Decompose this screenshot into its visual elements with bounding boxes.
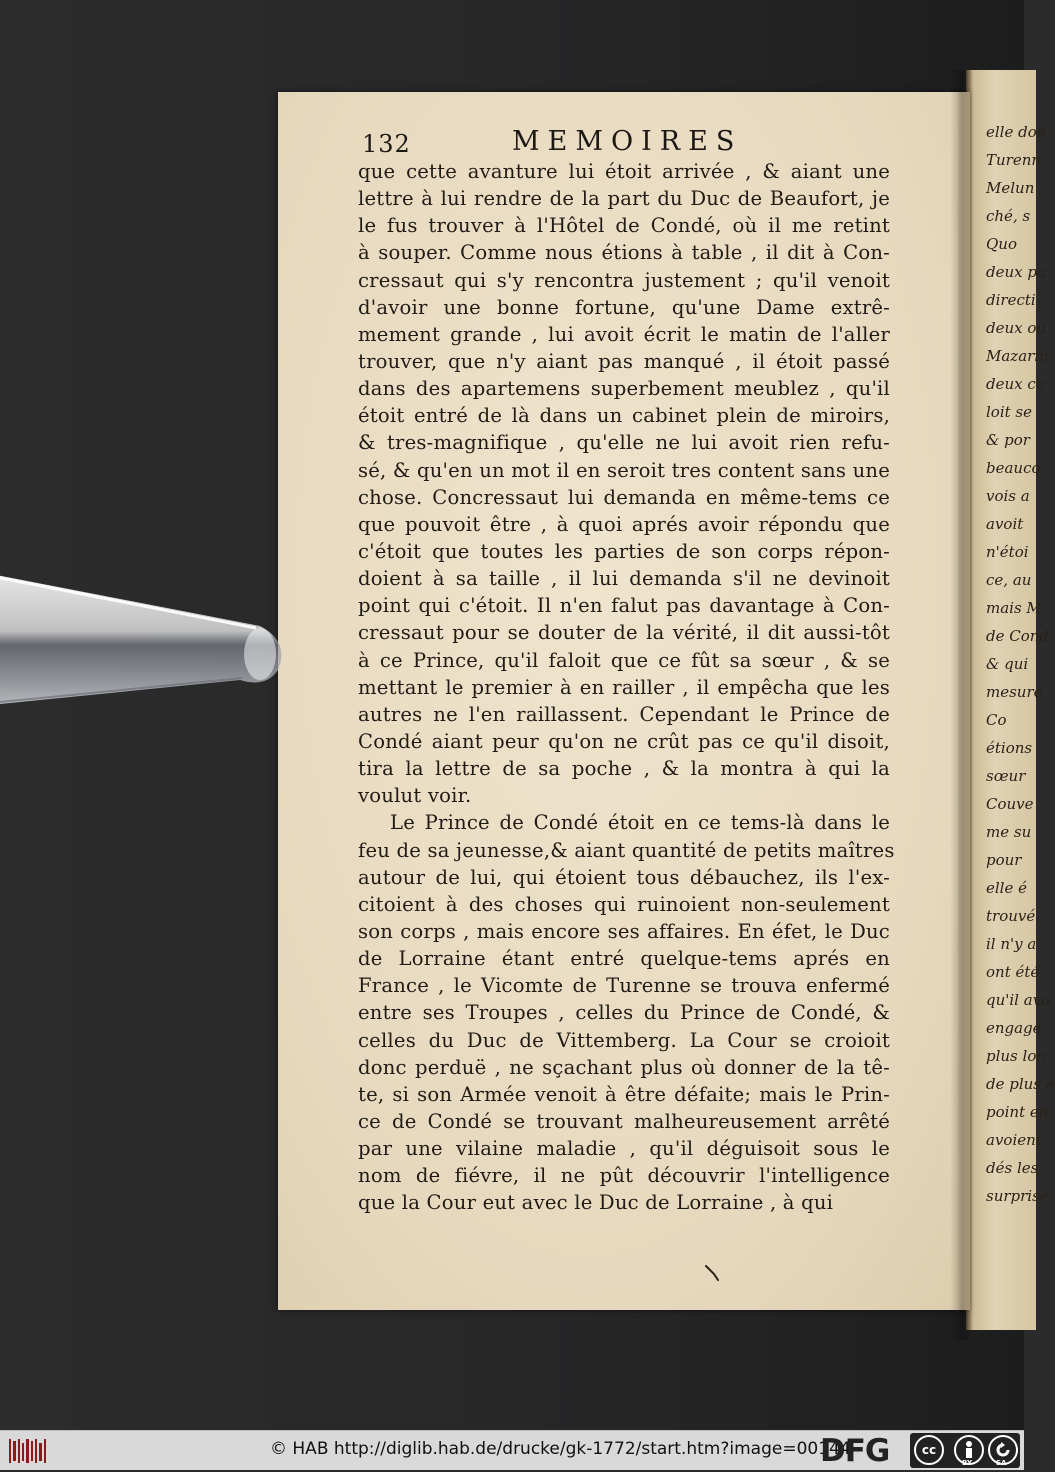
license-sa-label: SA: [996, 1459, 1007, 1467]
text-line: entre ses Troupes , celles du Prince de Condé, &: [358, 1001, 890, 1025]
source-link[interactable]: © HAB http://diglib.hab.de/drucke/gk-1772/start.htm?image=00144: [270, 1439, 851, 1459]
body-text: [358, 158, 895, 1216]
facing-page-line: trouvé: [986, 907, 1036, 925]
facing-page-line: avoit: [986, 515, 1024, 533]
facing-page-line: étions: [986, 739, 1033, 757]
facing-page-line: loit se: [986, 403, 1032, 421]
text-line: donc perduë , ne sçachant plus où donner de la tê-: [358, 1055, 890, 1079]
text-line: que cette avanture lui étoit arrivée , & aiant une: [358, 160, 890, 183]
ink-mark-icon: [704, 1264, 720, 1282]
text-line: mettant le premier à en railler , il empêcha que les: [358, 675, 890, 699]
text-line: trouver, que n'y aiant pas manqué , il étoit passé: [358, 349, 890, 373]
facing-page-line: Co: [986, 711, 1007, 729]
dfg-logo: DFG: [820, 1433, 890, 1469]
text-line: Le Prince de Condé étoit en ce tems-là dans le: [390, 811, 890, 835]
facing-page-line: deux ou: [986, 319, 1047, 337]
text-line: nom de fiévre, il ne pût découvrir l'intelligence: [358, 1164, 890, 1188]
facing-page-line: il n'y a: [986, 935, 1037, 953]
text-line: le fus trouver à l'Hôtel de Condé, où il me retint: [358, 214, 890, 238]
facing-page-line: Mazarin: [986, 347, 1049, 365]
facing-page-line: Couve: [986, 795, 1034, 813]
facing-page-line: ché, s: [986, 207, 1031, 225]
text-line: & tres-magnifique , qu'elle ne lui avoit rien refu-: [358, 431, 890, 455]
text-line: tira la lettre de sa poche , & la montra à qui la: [358, 757, 890, 781]
text-line: étoit entré de là dans un cabinet plein de miroirs,: [358, 404, 890, 428]
text-line: autour de lui, qui étoient tous débauchez, ils l'ex-: [358, 865, 890, 889]
facing-page-line: mesure: [986, 683, 1043, 701]
facing-page-line: & por: [986, 431, 1030, 449]
footer-bar: [0, 1430, 1024, 1470]
text-line: te, si son Armée venoit à être défaite; mais le Prin-: [358, 1082, 890, 1106]
text-line: d'avoir une bonne fortune, qu'une Dame extrê-: [358, 295, 890, 319]
facing-page-line: elle é: [986, 879, 1027, 897]
text-line: cressaut pour se douter de la vérité, il dit aussi-tôt: [358, 621, 890, 645]
text-line: France , le Vicomte de Turenne se trouva enfermé: [358, 974, 890, 998]
text-line: doient à sa taille , il lui demanda s'il ne devinoit: [358, 567, 890, 591]
facing-page-line: surprise: [986, 1187, 1049, 1205]
facing-page-line: deux pa: [986, 263, 1046, 281]
facing-page-line: Turenn: [986, 151, 1042, 169]
facing-page-line: vois a: [986, 487, 1030, 505]
text-line: sé, & qu'en un mot il en seroit tres content sans une: [358, 458, 890, 482]
license-by-label: BY: [962, 1459, 973, 1467]
facing-page-line: ont été: [986, 963, 1040, 981]
facing-page-line: ce, au: [986, 571, 1032, 589]
page-number: 132: [362, 130, 411, 158]
facing-page-line: beauco: [986, 459, 1041, 477]
facing-page-line: sœur: [986, 767, 1026, 785]
facing-page-line: de Cond: [986, 627, 1050, 645]
facing-page-line: pour: [986, 851, 1022, 869]
text-line: ce de Condé se trouvant malheureusement arrêté: [358, 1109, 890, 1133]
facing-page-line: Quo: [986, 235, 1017, 253]
running-head: [362, 126, 892, 162]
text-line: c'étoit que toutes les parties de son corps répon-: [358, 539, 890, 563]
facing-page-text: [986, 118, 1055, 1210]
text-line: cressaut qui s'y rencontra justement ; qu'il venoit: [358, 268, 890, 292]
text-line: autres ne l'en raillassent. Cependant le Prince de: [358, 702, 890, 726]
cc-icon: cc: [914, 1435, 944, 1465]
text-line: que pouvoit être , à quoi aprés avoir répondu que: [358, 512, 890, 536]
facing-page-line: & qui: [986, 655, 1029, 673]
facing-page-line: point en: [986, 1103, 1049, 1121]
text-line: lettre à lui rendre de la part du Duc de Beaufort, je: [358, 187, 890, 211]
text-line: dans des apartemens superbement meublez , qu'il: [358, 377, 890, 401]
facing-page-line: avoient: [986, 1131, 1042, 1149]
text-line: de Lorraine étant entré quelque-tems aprés en: [358, 947, 890, 971]
text-line: à ce Prince, qu'il faloit que ce fût sa sœur , & se: [358, 648, 890, 672]
facing-page-line: deux ce: [986, 375, 1045, 393]
facing-page-line: Melun: [986, 179, 1035, 197]
facing-page-line: me su: [986, 823, 1032, 841]
text-line: point qui c'étoit. Il n'en falut pas davantage à Con-: [358, 594, 890, 618]
glass-pointer-icon: [0, 548, 320, 738]
facing-page-line: dés les: [986, 1159, 1039, 1177]
spine-shadow: [950, 70, 974, 1340]
facing-page-line: qu'il avo: [986, 991, 1051, 1009]
text-line: citoient à des choses qui ruinoient non-seulement: [358, 892, 890, 916]
facing-page-line: mais M: [986, 599, 1042, 617]
facing-page-line: directi: [986, 291, 1036, 309]
facing-page-line: elle don: [986, 123, 1047, 141]
running-head-title: MEMOIRES: [512, 126, 743, 157]
text-line: voulut voir.: [358, 784, 472, 808]
cc-license-badge[interactable]: [910, 1433, 1020, 1468]
library-logo-icon: [8, 1437, 48, 1465]
facing-page-line: engagé: [986, 1019, 1042, 1037]
text-line: chose. Concressaut lui demanda en même-tems ce: [358, 485, 890, 509]
text-line: par une vilaine maladie , qu'il déguisoit sous le: [358, 1137, 890, 1161]
facing-page-line: plus lon: [986, 1047, 1047, 1065]
facing-page-line: de plus e: [986, 1075, 1055, 1093]
text-line: mement grande , lui avoit écrit le matin de l'aller: [358, 322, 890, 346]
text-line: Condé aiant peur qu'on ne crût pas ce qu'il disoit,: [358, 729, 890, 753]
text-line: celles du Duc de Vittemberg. La Cour se croioit: [358, 1028, 890, 1052]
text-line: à souper. Comme nous étions à table , il dit à Con-: [358, 241, 890, 265]
text-line: son corps , mais encore ses affaires. En éfet, le Duc: [358, 919, 890, 943]
facing-page-line: n'étoi: [986, 543, 1029, 561]
text-line: feu de sa jeunesse,& aiant quantité de petits maîtres: [358, 838, 895, 862]
text-line: que la Cour eut avec le Duc de Lorraine , à qui: [358, 1191, 834, 1215]
